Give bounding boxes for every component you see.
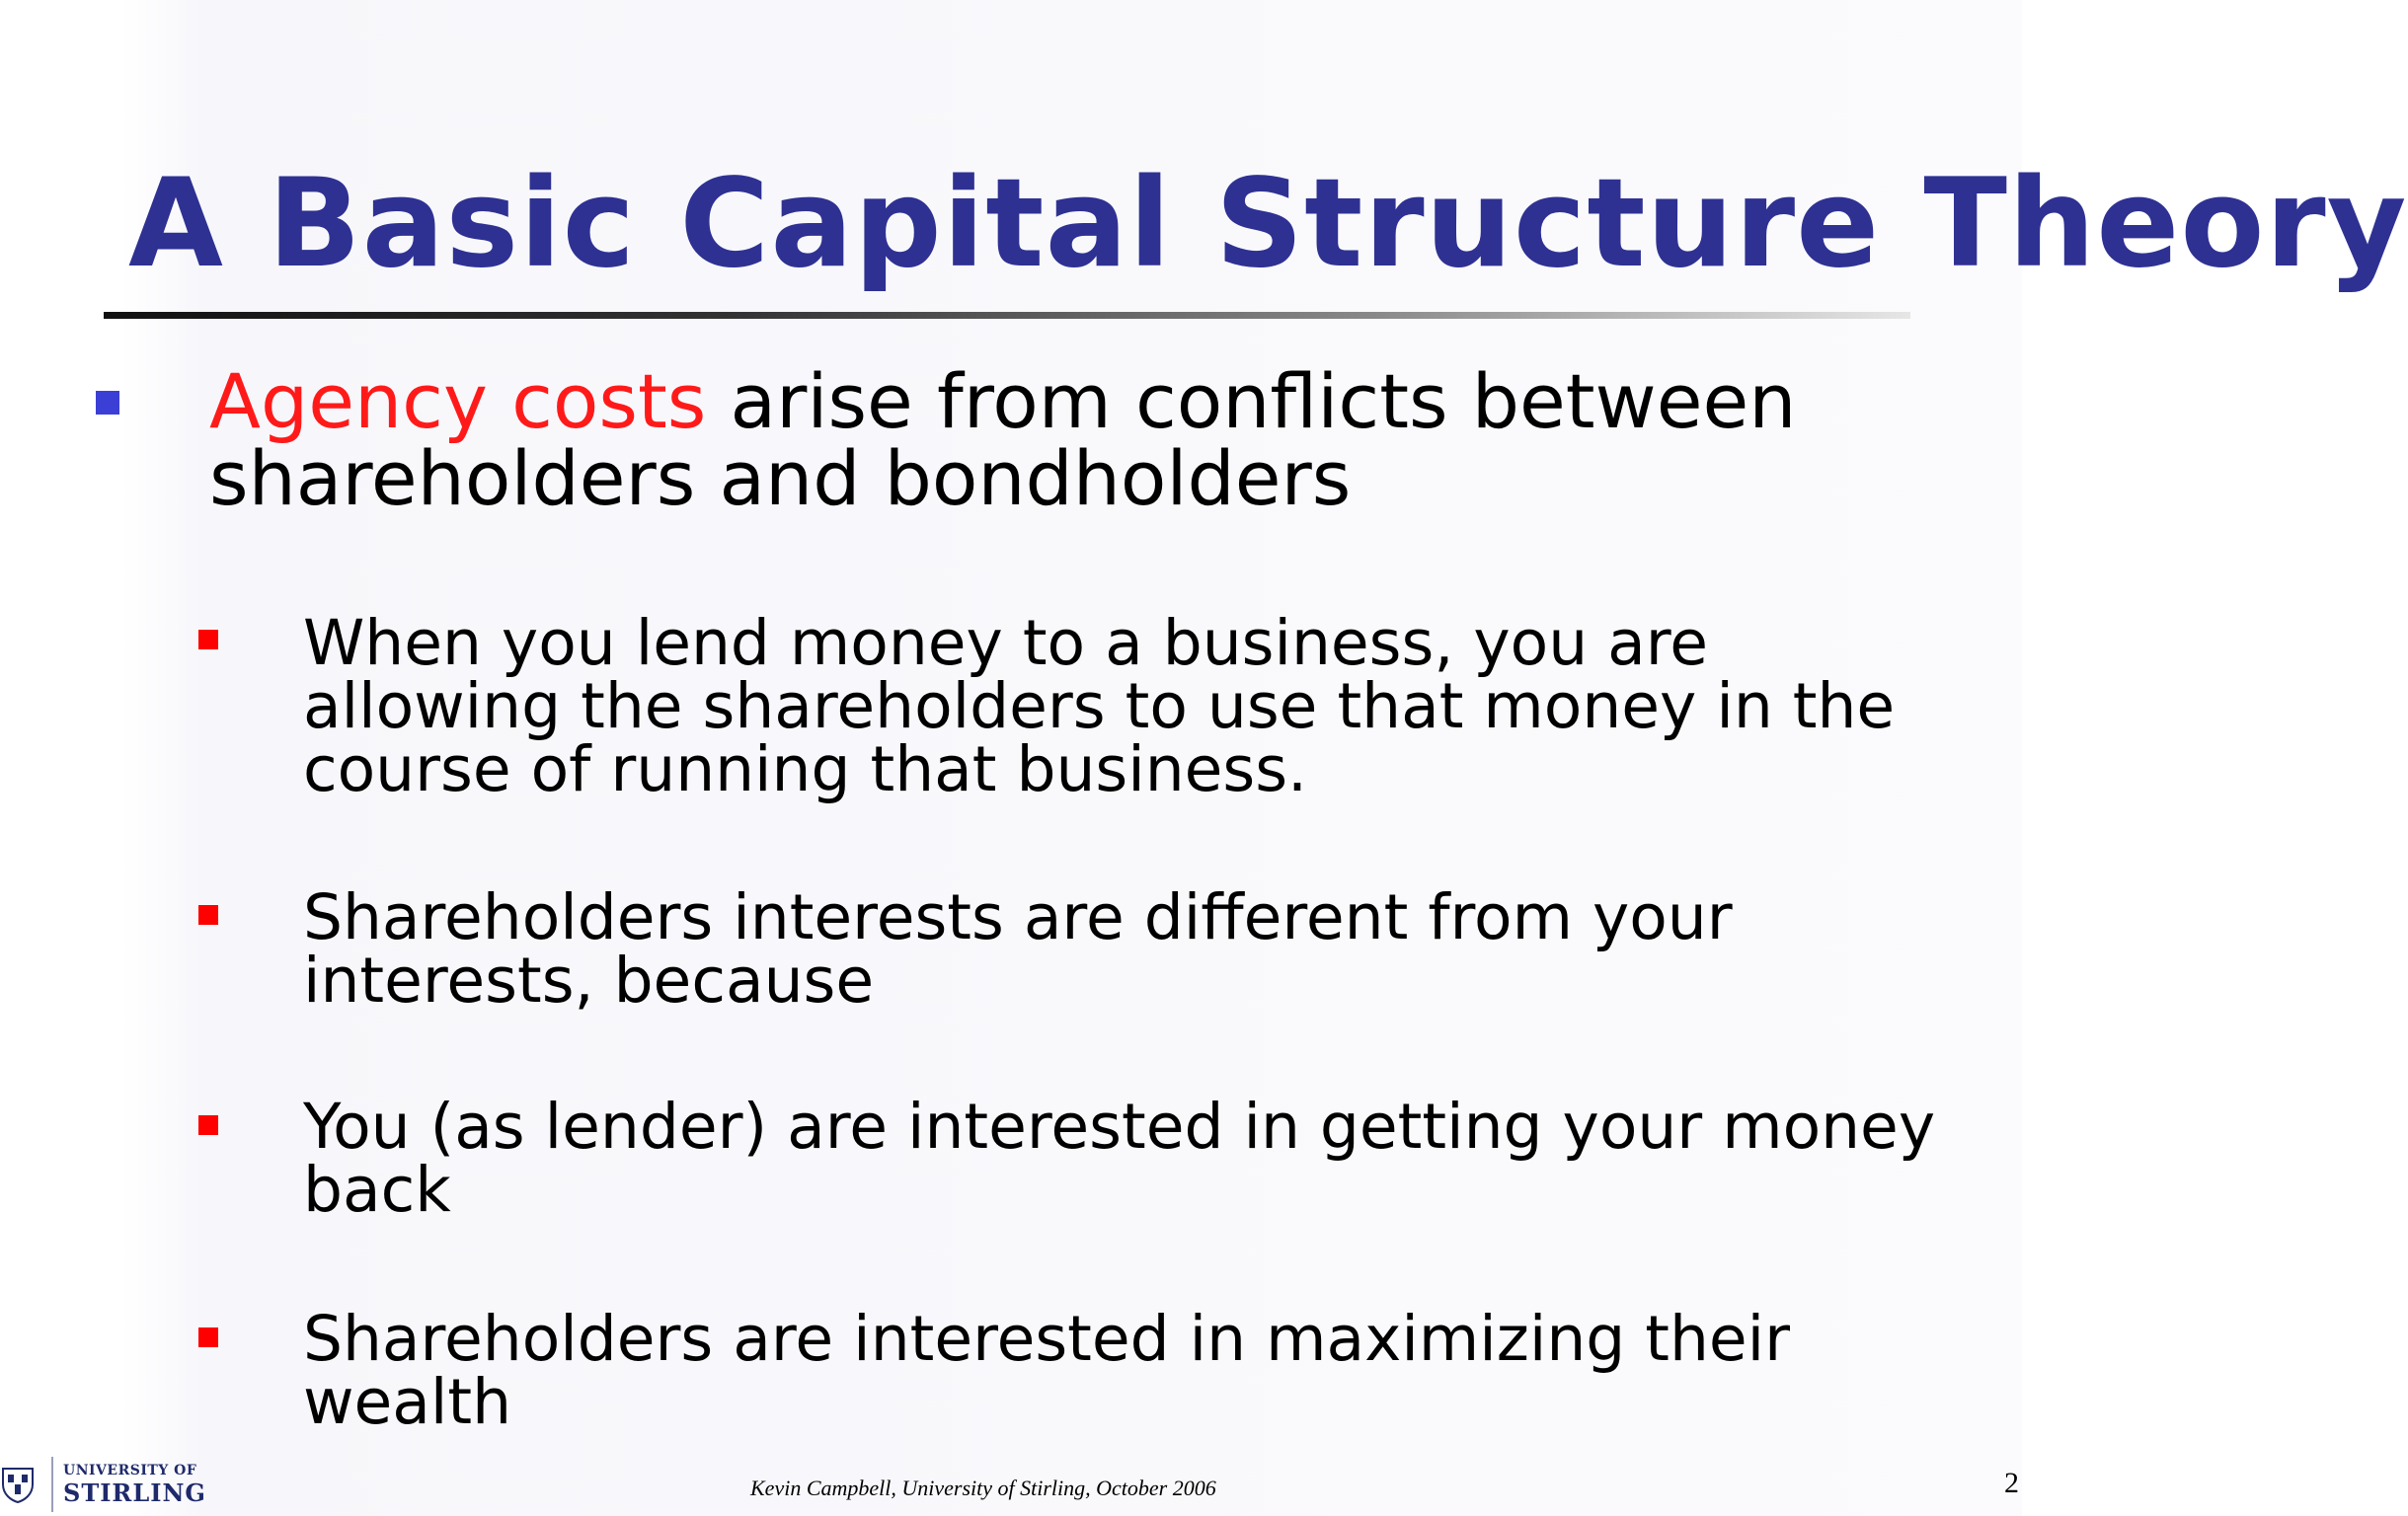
- main-bullet-rest: arise from conflicts between shareholders and bondholders: [209, 357, 1797, 522]
- sub-bullet-text: When you lend money to a business, you are allowing the shareholders to use that money in the course of running that business.: [303, 607, 1896, 805]
- page-number: 2: [2004, 1467, 2019, 1499]
- footer-credit: Kevin Campbell, University of Stirling, October 2006: [750, 1476, 1216, 1500]
- bullet-marker-level2: [198, 1327, 218, 1347]
- bullet-marker-level1: [96, 391, 119, 415]
- title-divider: [104, 312, 1910, 319]
- main-bullet-highlight: Agency costs: [209, 357, 707, 445]
- logo-text-line2: STIRLING: [63, 1478, 206, 1507]
- sub-bullet-text: Shareholders interests are different from your interests, because: [303, 881, 1733, 1017]
- main-bullet-text: [209, 357, 1947, 522]
- university-crest-icon: [0, 1465, 36, 1504]
- sub-bullet-text: You (as lender) are interested in getting your money back: [303, 1091, 1936, 1226]
- logo-text-line1: UNIVERSITY OF: [63, 1463, 197, 1478]
- bullet-marker-level2: [198, 630, 218, 649]
- bullet-marker-level2: [198, 905, 218, 925]
- bullet-marker-level2: [198, 1115, 218, 1135]
- university-logo: [0, 1455, 207, 1514]
- sub-bullet-text: Shareholders are interested in maximizing their wealth: [303, 1303, 1791, 1438]
- logo-divider: [51, 1457, 53, 1512]
- slide-title: A Basic Capital Structure Theory: [128, 153, 2408, 295]
